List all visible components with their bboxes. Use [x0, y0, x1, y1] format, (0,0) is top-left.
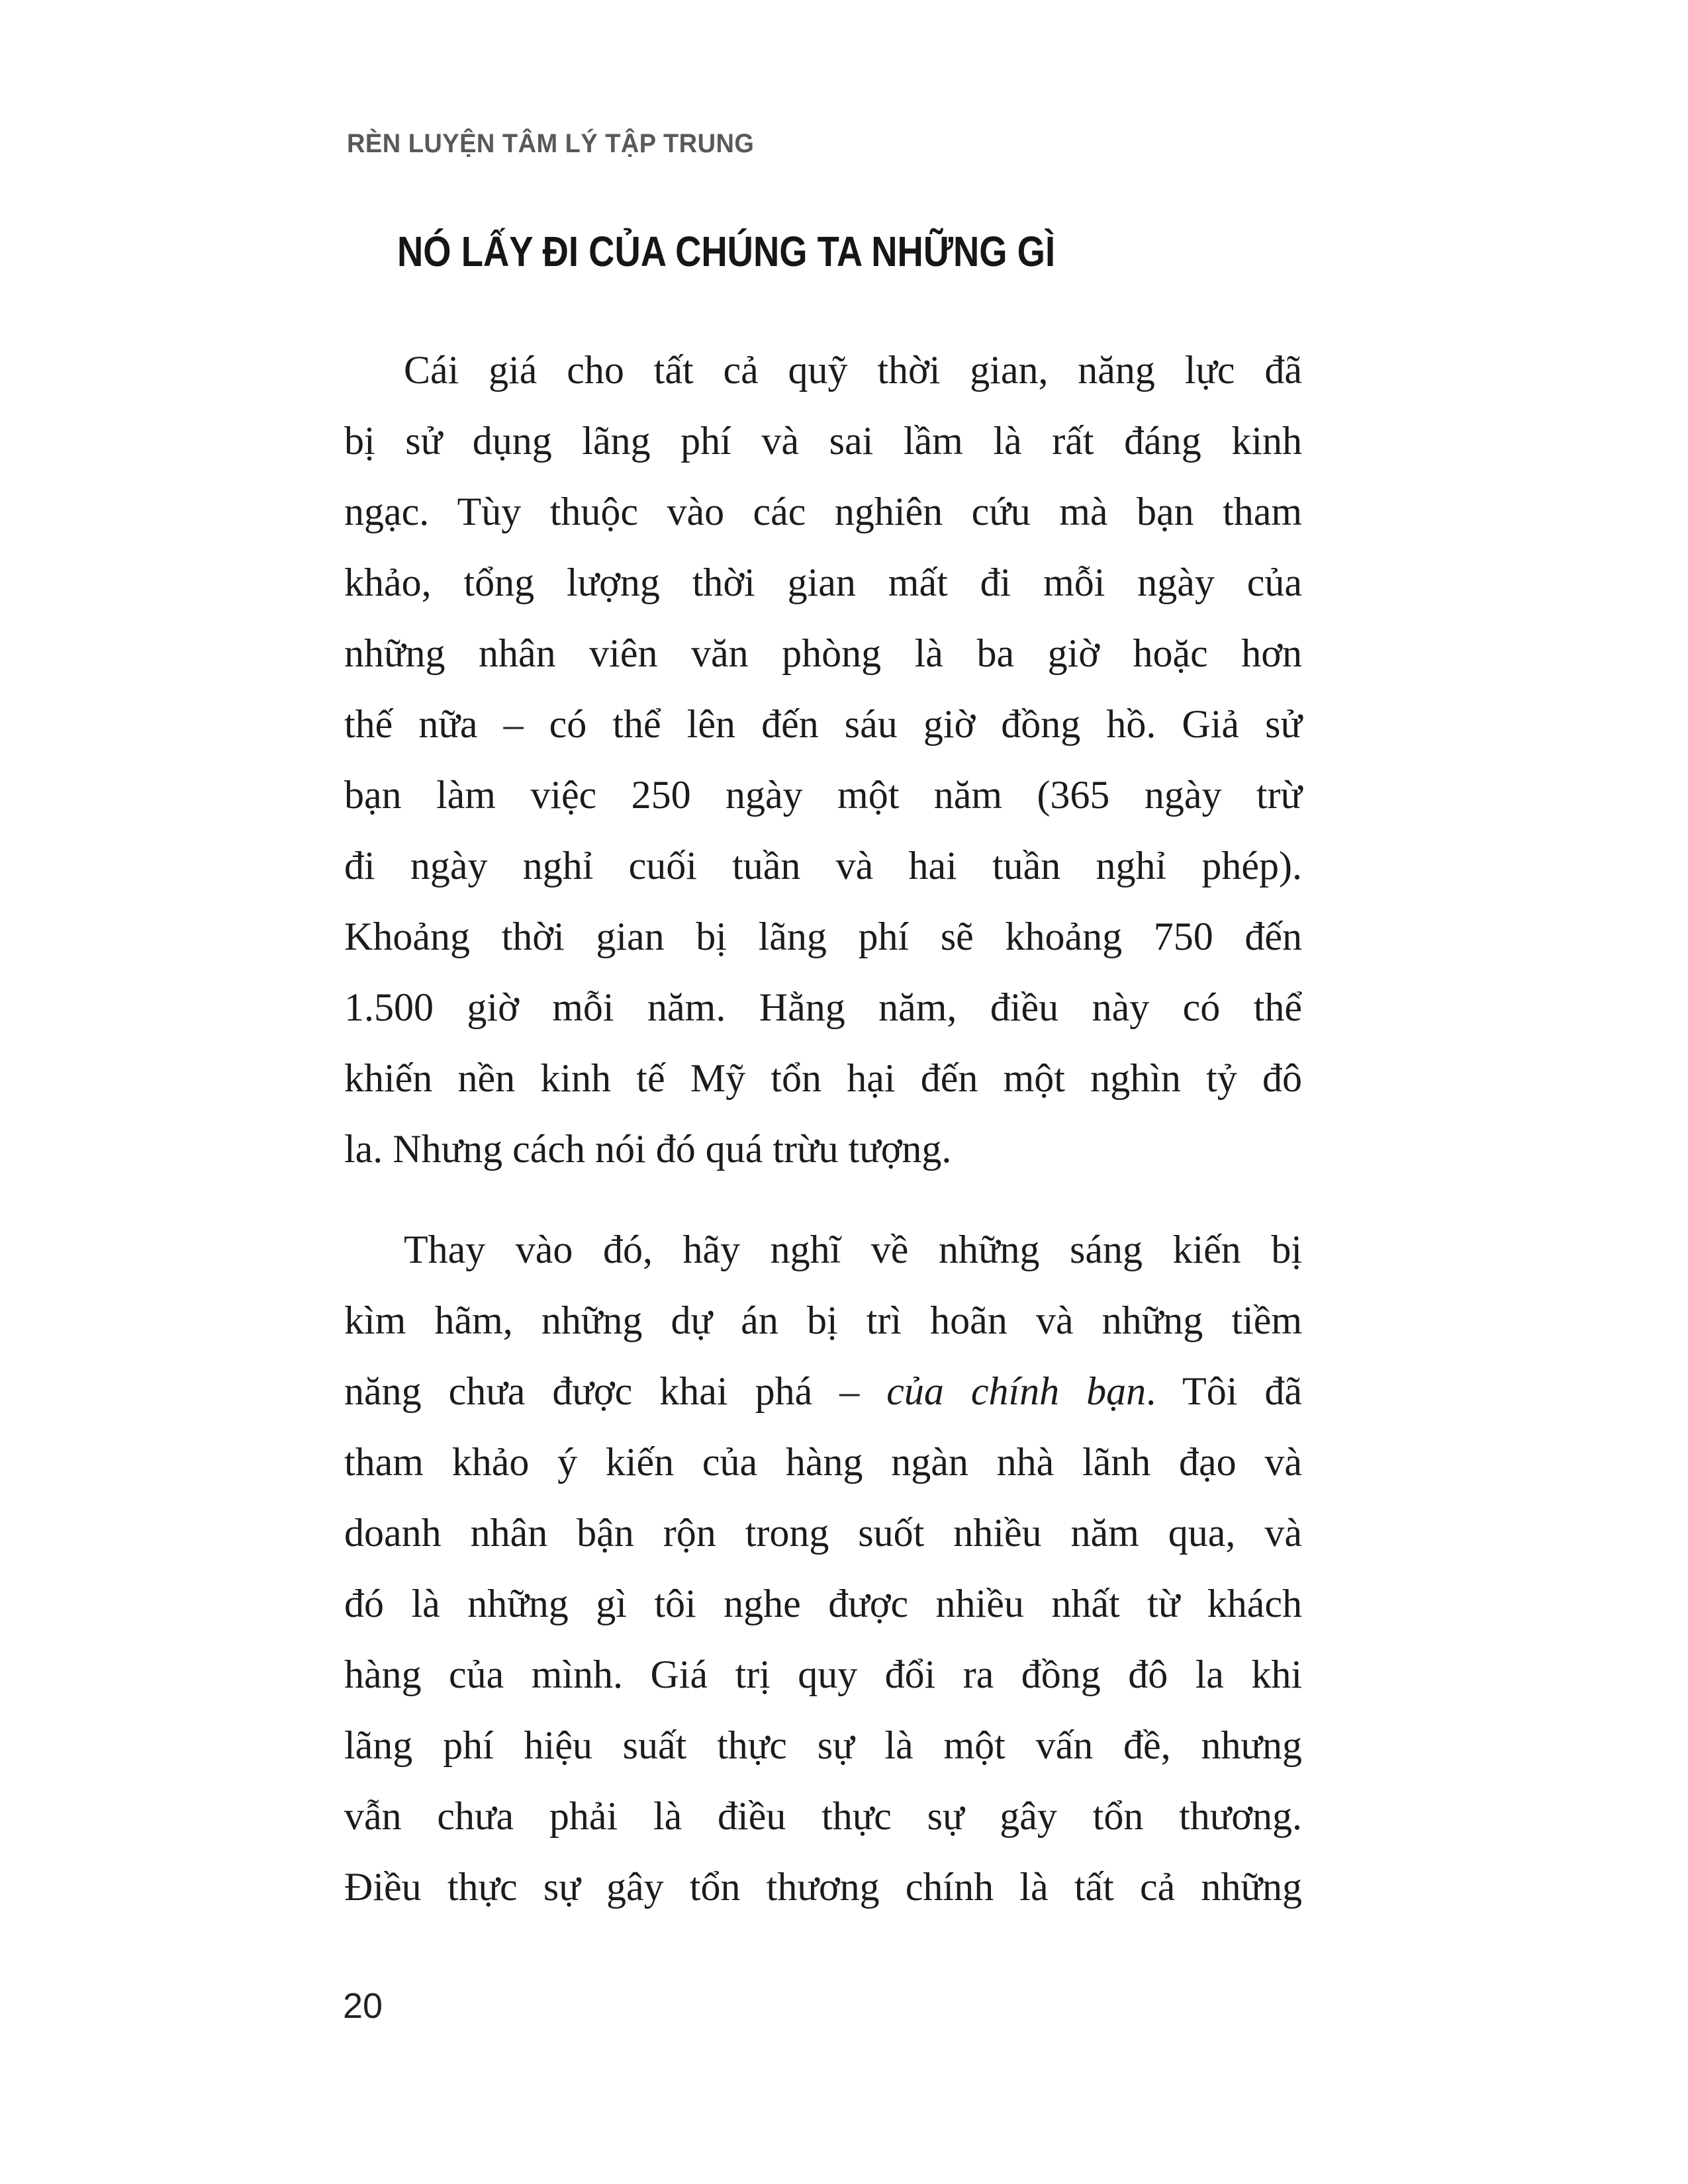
- text-line: [344, 1356, 1302, 1427]
- text-line: ngạc. Tùy thuộc vào các nghiên cứu mà bạn tham: [344, 490, 1302, 533]
- text-line: 1.500 giờ mỗi năm. Hằng năm, điều này có thể: [344, 985, 1302, 1029]
- text-line: Thay vào đó, hãy nghĩ về những sáng kiến bị: [404, 1228, 1302, 1271]
- text-line: Cái giá cho tất cả quỹ thời gian, năng lực đã: [404, 348, 1302, 392]
- section-heading: NÓ LẤY ĐI CỦA CHÚNG TA NHỮNG GÌ: [397, 228, 1056, 275]
- text-line: vẫn chưa phải là điều thực sự gây tổn thương.: [344, 1794, 1302, 1838]
- text-segment: . Tôi đã: [1146, 1369, 1302, 1413]
- text-line: thế nữa – có thể lên đến sáu giờ đồng hồ. Giả sử: [344, 702, 1302, 746]
- page-number: 20: [343, 1986, 383, 2026]
- text-line: đó là những gì tôi nghe được nhiều nhất từ khách: [344, 1582, 1302, 1625]
- text-line: Khoảng thời gian bị lãng phí sẽ khoảng 750 đến: [344, 915, 1302, 958]
- text-line: kìm hãm, những dự án bị trì hoãn và những tiềm: [344, 1298, 1302, 1342]
- text-line: bị sử dụng lãng phí và sai lầm là rất đáng kinh: [344, 419, 1302, 463]
- text-line: đi ngày nghỉ cuối tuần và hai tuần nghỉ phép).: [344, 844, 1302, 887]
- paragraph-1: [344, 335, 1302, 1185]
- text-line: lãng phí hiệu suất thực sự là một vấn đề, nhưng: [344, 1723, 1302, 1767]
- running-header: RÈN LUYỆN TÂM LÝ TẬP TRUNG: [347, 129, 755, 158]
- text-line: tham khảo ý kiến của hàng ngàn nhà lãnh đạo và: [344, 1440, 1302, 1484]
- text-line: doanh nhân bận rộn trong suốt nhiều năm qua, và: [344, 1511, 1302, 1555]
- italic-phrase: của chính bạn: [886, 1369, 1147, 1413]
- body-text: [344, 335, 1302, 1923]
- text-segment: năng chưa được khai phá –: [344, 1369, 887, 1413]
- text-line: la. Nhưng cách nói đó quá trừu tượng.: [344, 1127, 952, 1171]
- text-line: những nhân viên văn phòng là ba giờ hoặc hơn: [344, 631, 1302, 675]
- paragraph-2: [344, 1214, 1302, 1923]
- text-line: khiến nền kinh tế Mỹ tổn hại đến một nghìn tỷ đô: [344, 1056, 1302, 1100]
- text-line: bạn làm việc 250 ngày một năm (365 ngày trừ: [344, 773, 1302, 817]
- text-line: khảo, tổng lượng thời gian mất đi mỗi ngày của: [344, 561, 1302, 604]
- text-line: hàng của mình. Giá trị quy đổi ra đồng đô la khi: [344, 1653, 1302, 1696]
- text-line: Điều thực sự gây tổn thương chính là tất cả những: [344, 1865, 1302, 1909]
